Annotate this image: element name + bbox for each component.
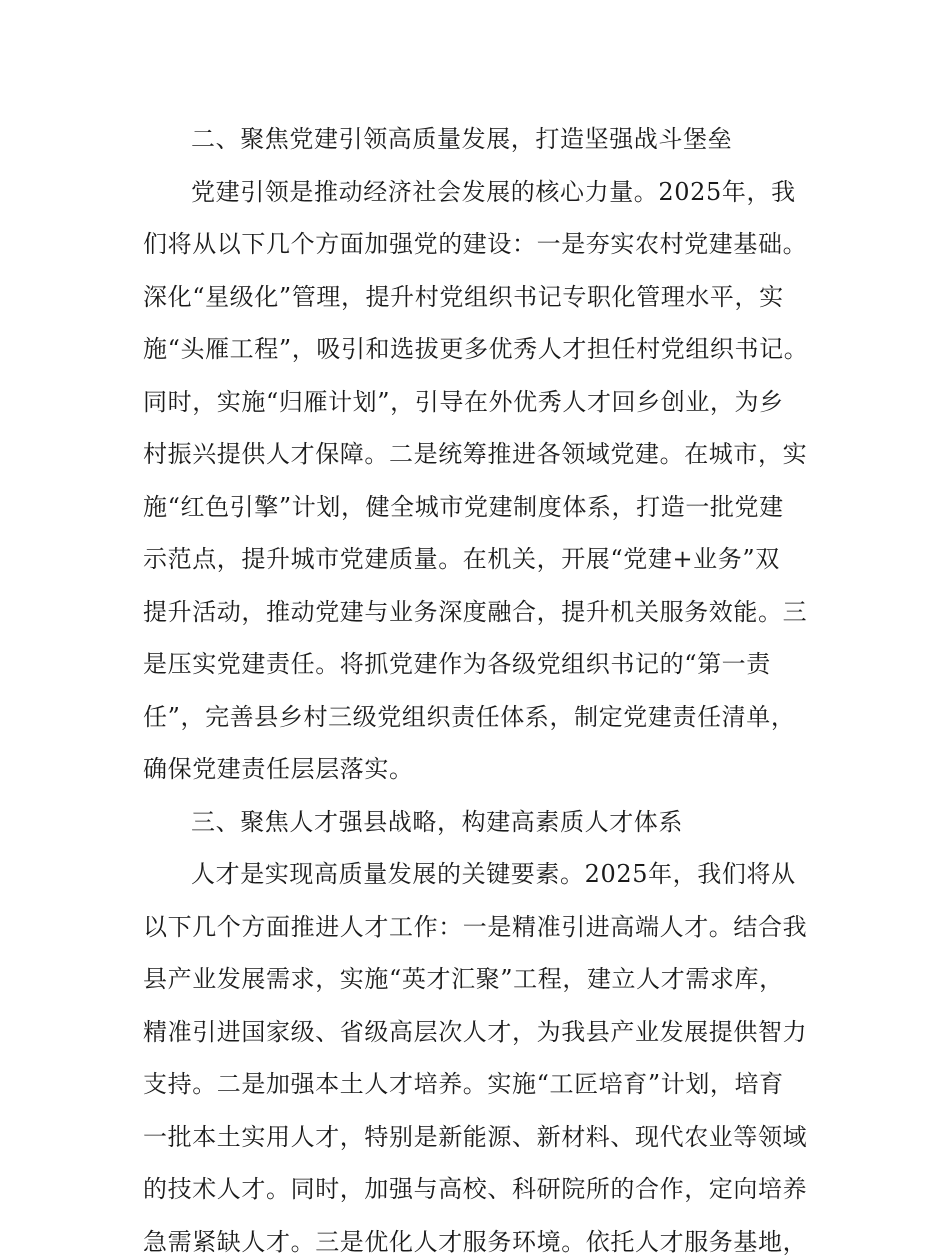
paragraph-line: 人才是实现高质量发展的关键要素。2025年，我们将从 [191, 860, 796, 888]
paragraph-line: 施“头雁工程”，吸引和选拔更多优秀人才担任村党组织书记。 [143, 335, 809, 363]
paragraph-line: 施“红色引擎”计划，健全城市党建制度体系，打造一批党建 [143, 493, 784, 521]
paragraph-line: 的技术人才。同时，加强与高校、科研院所的合作，定向培养 [143, 1175, 808, 1203]
paragraph-line: 示范点，提升城市党建质量。在机关，开展“党建+业务”双 [143, 545, 780, 573]
section-2-heading: 二、聚焦党建引领高质量发展，打造坚强战斗堡垒 [191, 125, 733, 153]
paragraph-line: 们将从以下几个方面加强党的建设：一是夯实农村党建基础。 [143, 230, 808, 258]
paragraph-line: 急需紧缺人才。三是优化人才服务环境。依托人才服务基地， [143, 1228, 808, 1256]
paragraph-line: 支持。二是加强本土人才培养。实施“工匠培育”计划，培育 [143, 1070, 784, 1098]
paragraph-line: 任”，完善县乡村三级党组织责任体系，制定党建责任清单， [143, 703, 796, 731]
section-3-heading: 三、聚焦人才强县战略，构建高素质人才体系 [191, 808, 683, 836]
paragraph-line: 提升活动，推动党建与业务深度融合，提升机关服务效能。三 [143, 598, 808, 626]
paragraph-line: 以下几个方面推进人才工作：一是精准引进高端人才。结合我 [143, 913, 808, 941]
paragraph-line: 村振兴提供人才保障。二是统筹推进各领域党建。在城市，实 [143, 440, 808, 468]
paragraph-line: 确保党建责任层层落实。 [143, 755, 414, 783]
paragraph-line: 县产业发展需求，实施“英才汇聚”工程，建立人才需求库， [143, 965, 784, 993]
paragraph-line: 精准引进国家级、省级高层次人才，为我县产业发展提供智力 [143, 1018, 808, 1046]
paragraph-line: 一批本土实用人才，特别是新能源、新材料、现代农业等领域 [143, 1123, 808, 1151]
paragraph-line: 是压实党建责任。将抓党建作为各级党组织书记的“第一责 [143, 650, 771, 678]
paragraph-line: 深化“星级化”管理，提升村党组织书记专职化管理水平，实 [143, 283, 784, 311]
paragraph-line: 党建引领是推动经济社会发展的核心力量。2025年，我 [191, 178, 796, 206]
paragraph-line: 同时，实施“归雁计划”，引导在外优秀人才回乡创业，为乡 [143, 388, 784, 416]
